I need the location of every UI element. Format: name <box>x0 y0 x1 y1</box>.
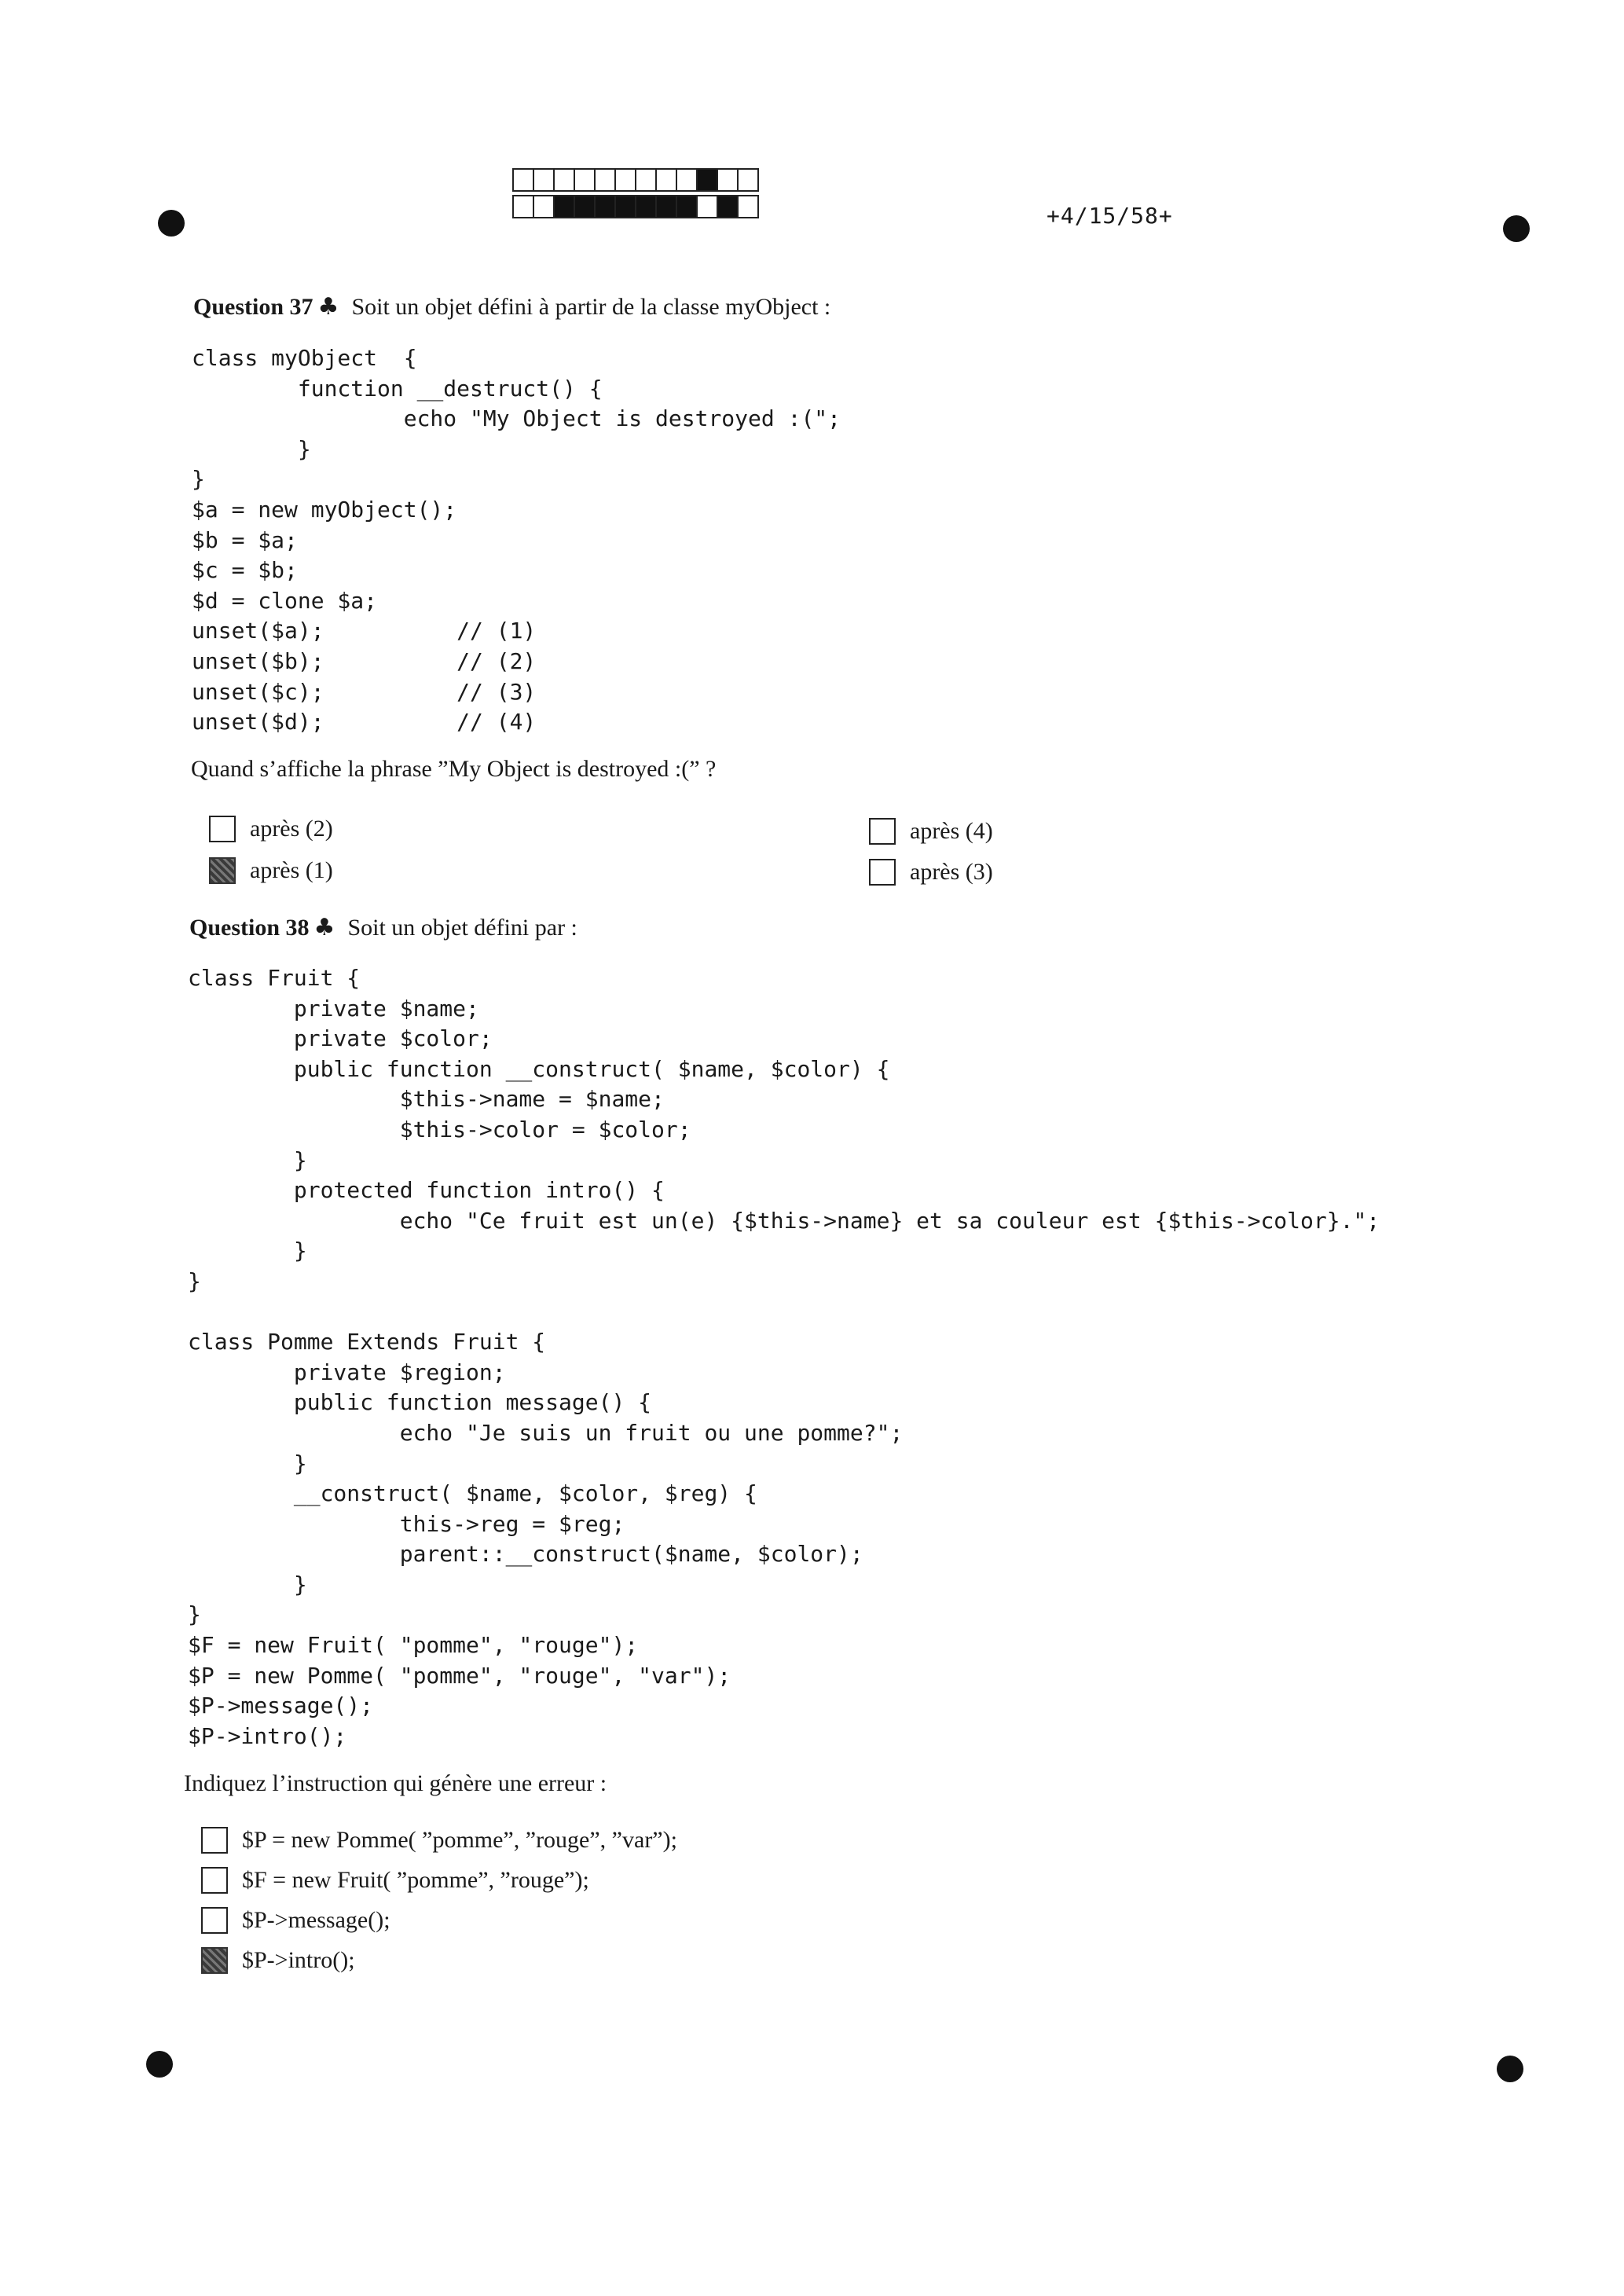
checkbox[interactable] <box>209 816 236 842</box>
barcode-cell <box>696 168 718 192</box>
barcode-cell <box>574 168 596 192</box>
page-barcode-top <box>512 168 757 192</box>
question-37-intro: Soit un objet défini à partir de la classe myObject : <box>351 294 831 320</box>
barcode-cell <box>614 168 636 192</box>
barcode-cell <box>655 168 677 192</box>
q37-choice-apres-3[interactable] <box>869 859 993 886</box>
club-icon: ♣ <box>317 293 339 321</box>
barcode-cell <box>635 195 657 218</box>
checkbox[interactable] <box>201 1867 228 1894</box>
choice-label: après (2) <box>250 816 333 842</box>
barcode-cell <box>594 195 616 218</box>
choice-label: $P->intro(); <box>242 1947 355 1973</box>
barcode-cell <box>717 195 739 218</box>
checkbox[interactable] <box>869 818 896 845</box>
barcode-cell <box>717 168 739 192</box>
choice-label: après (4) <box>910 818 993 844</box>
barcode-cell <box>533 195 555 218</box>
barcode-cell <box>614 195 636 218</box>
choice-label: $P = new Pomme( ”pomme”, ”rouge”, ”var”); <box>242 1827 677 1853</box>
checkbox[interactable] <box>201 1827 228 1854</box>
checkbox[interactable] <box>869 859 896 886</box>
registration-mark-top-right <box>1503 215 1530 242</box>
barcode-cell <box>737 195 759 218</box>
barcode-cell <box>512 195 534 218</box>
barcode-cell <box>574 195 596 218</box>
q38-choice-message[interactable] <box>201 1907 390 1934</box>
barcode-cell <box>676 195 698 218</box>
barcode-cell <box>696 195 718 218</box>
q37-choice-apres-2[interactable] <box>209 816 333 842</box>
question-38-intro: Soit un objet défini par : <box>347 915 577 941</box>
checkbox-checked[interactable] <box>201 1947 228 1974</box>
q37-choice-apres-4[interactable] <box>869 818 993 845</box>
barcode-cell <box>655 195 677 218</box>
question-38-heading <box>189 914 577 941</box>
question-38-prompt: Indiquez l’instruction qui génère une erreur : <box>184 1770 607 1796</box>
barcode-cell <box>553 195 575 218</box>
club-icon: ♣ <box>313 914 335 941</box>
question-38-label: Question 38 <box>189 915 310 941</box>
q38-choice-new-pomme[interactable] <box>201 1827 677 1854</box>
barcode-cell <box>594 168 616 192</box>
q38-choice-intro[interactable] <box>201 1947 355 1974</box>
checkbox[interactable] <box>201 1907 228 1934</box>
barcode-cell <box>553 168 575 192</box>
page-barcode-bottom <box>512 195 757 218</box>
registration-mark-bottom-right <box>1497 2056 1523 2082</box>
choice-label: $P->message(); <box>242 1907 390 1933</box>
barcode-cell <box>737 168 759 192</box>
choice-label: $F = new Fruit( ”pomme”, ”rouge”); <box>242 1867 589 1893</box>
choice-label: après (1) <box>250 857 333 883</box>
q37-choice-apres-1[interactable] <box>209 857 333 884</box>
barcode-cell <box>533 168 555 192</box>
question-37-prompt: Quand s’affiche la phrase ”My Object is destroyed :(” ? <box>191 756 717 782</box>
registration-mark-bottom-left <box>146 2051 173 2078</box>
question-37-code: class myObject { function __destruct() { echo "My Object is destroyed :("; } } $a = new myObject(); $b = $a; $c = $b; $d = clone $a; unset($a); // (1) unset($b); // (2) unset($c); // (3) unset($d); // (4) <box>192 345 841 735</box>
q38-choice-new-fruit[interactable] <box>201 1867 589 1894</box>
choice-label: après (3) <box>910 859 993 885</box>
registration-mark-top-left <box>158 210 185 237</box>
barcode-cell <box>512 168 534 192</box>
barcode-cell <box>635 168 657 192</box>
question-37-heading <box>193 293 830 321</box>
page-identifier: +4/15/58+ <box>1047 203 1173 229</box>
checkbox-checked[interactable] <box>209 857 236 884</box>
question-38-code: class Fruit { private $name; private $color; public function __construct( $name, $color) { $this->name = $name; $this->color = $color; } protected function intro() { echo "Ce fruit est un(e) {$this->name} et sa couleur est {$this->color}."; } } class Pomme Extends Fruit { private $region; public function message() { echo "Je suis un fruit ou une pomme?"; } __construct( $name, $color, $reg) { this->reg = $reg; parent::__construct($name, $color); } } $F = new Fruit( "pomme", "rouge"); $P = new Pomme( "pomme", "rouge", "var"); $P->message(); $P->intro(); <box>188 965 1380 1749</box>
barcode-cell <box>676 168 698 192</box>
question-37-label: Question 37 <box>193 294 313 320</box>
